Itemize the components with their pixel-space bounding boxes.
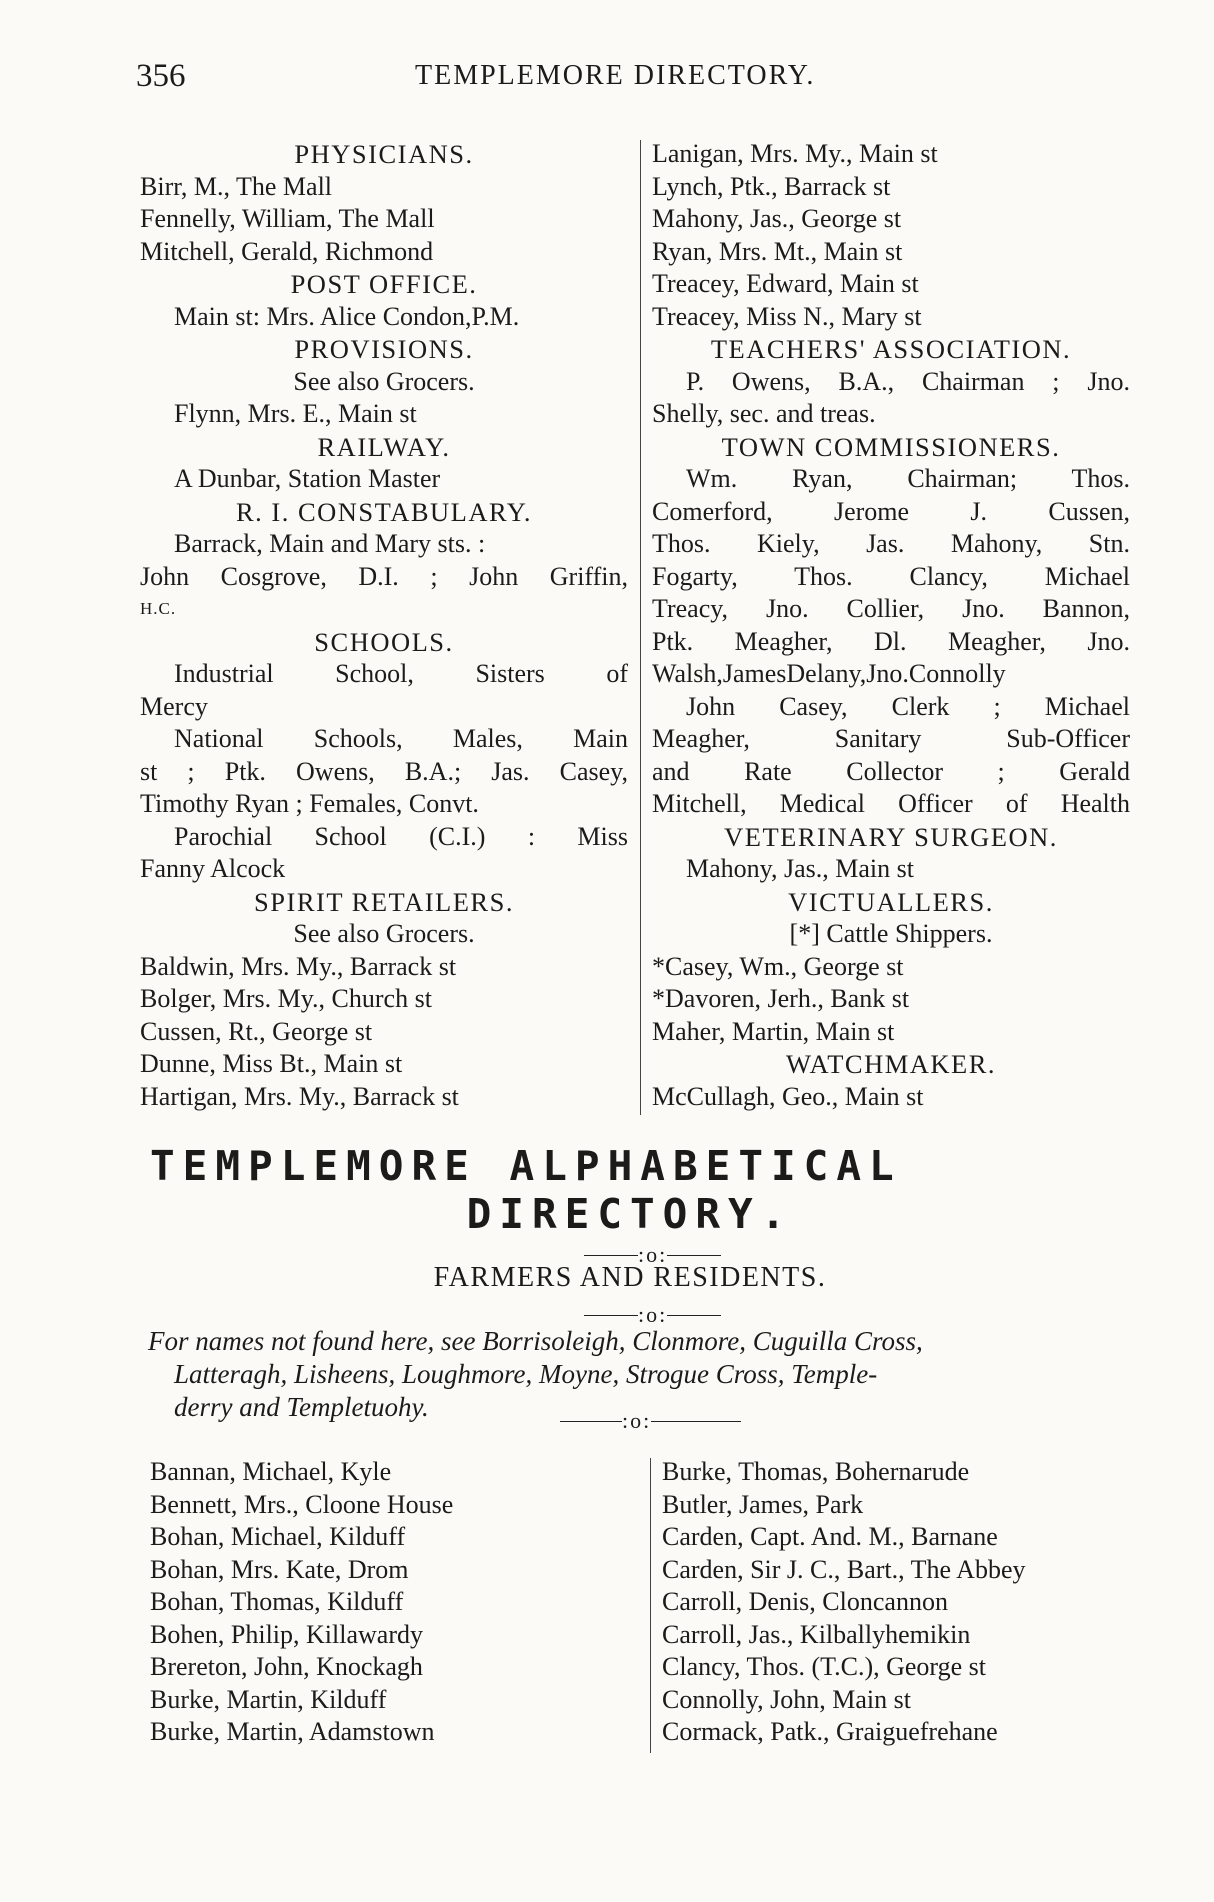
section-heading: VICTUALLERS.	[788, 886, 994, 917]
section-heading: PHYSICIANS.	[294, 139, 474, 169]
directory-entry: Meagher, Sanitary Sub-Officer	[652, 724, 1130, 753]
directory-entry: See also Grocers.	[293, 366, 475, 396]
right-trade-column	[652, 138, 1130, 1113]
ornament-separator: :o:	[584, 1242, 721, 1268]
directory-entry: Treacey, Edward, Main st	[652, 269, 919, 298]
note-line: Latteragh, Lisheens, Loughmore, Moyne, Strogue Cross, Temple-	[174, 1359, 878, 1389]
section-heading: SCHOOLS.	[314, 626, 454, 657]
section-heading: VETERINARY SURGEON.	[724, 821, 1058, 852]
directory-entry: Barrack, Main and Mary sts. :	[174, 529, 486, 558]
directory-entry: Bohan, Michael, Kilduff	[150, 1522, 406, 1551]
note-line: For names not found here, see Borrisoleigh, Clonmore, Cuguilla Cross,	[148, 1326, 923, 1356]
running-title: TEMPLEMORE DIRECTORY.	[415, 60, 816, 91]
ornament-separator: :o:	[584, 1302, 721, 1328]
alphabetical-title-line1: TEMPLEMORE ALPHABETICAL	[150, 1142, 902, 1190]
section-heading: TEACHERS' ASSOCIATION.	[710, 334, 1072, 364]
directory-entry: Mitchell, Gerald, Richmond	[140, 236, 434, 266]
directory-entry: *Davoren, Jerh., Bank st	[652, 984, 910, 1013]
directory-entry: Bohen, Philip, Killawardy	[150, 1619, 423, 1649]
column-divider	[640, 140, 641, 1115]
directory-entry: Bolger, Mrs. My., Church st	[140, 984, 432, 1013]
directory-entry: Ptk. Meagher, Dl. Meagher, Jno.	[652, 626, 1130, 656]
directory-entry: st ; Ptk. Owens, B.A.; Jas. Casey,	[140, 756, 628, 786]
directory-entry: Main st: Mrs. Alice Condon,P.M.	[174, 301, 520, 331]
directory-entry: Maher, Martin, Main st	[652, 1016, 895, 1046]
alphabetical-title-line2: DIRECTORY.	[466, 1190, 794, 1238]
directory-entry: Thos. Kiely, Jas. Mahony, Stn.	[652, 529, 1130, 558]
directory-entry: Birr, M., The Mall	[140, 171, 333, 201]
directory-entry: Cormack, Patk., Graiguefrehane	[662, 1717, 998, 1746]
directory-entry: Wm. Ryan, Chairman; Thos.	[686, 464, 1130, 493]
directory-entry: Carroll, Jas., Kilballyhemikin	[662, 1619, 971, 1649]
directory-entry: Clancy, Thos. (T.C.), George st	[662, 1652, 986, 1681]
directory-entry: Fogarty, Thos. Clancy, Michael	[652, 561, 1130, 591]
running-header	[136, 58, 1036, 98]
directory-entry: Baldwin, Mrs. My., Barrack st	[140, 951, 457, 981]
directory-entry: Carroll, Denis, Cloncannon	[662, 1587, 948, 1616]
directory-entry: Hartigan, Mrs. My., Barrack st	[140, 1081, 459, 1111]
directory-entry: Burke, Martin, Kilduff	[150, 1684, 387, 1714]
directory-entry: Treacy, Jno. Collier, Jno. Bannon,	[652, 594, 1130, 623]
directory-entry: [*] Cattle Shippers.	[789, 919, 993, 948]
directory-entry: Bennett, Mrs., Cloone House	[150, 1489, 454, 1519]
note-line: derry and Templetuohy.	[174, 1392, 429, 1422]
directory-entry: Industrial School, Sisters of	[174, 659, 628, 688]
directory-entry: Carden, Capt. And. M., Barnane	[662, 1522, 998, 1551]
directory-entry: Mahony, Jas., Main st	[686, 854, 914, 883]
directory-entry: Butler, James, Park	[662, 1489, 864, 1519]
directory-entry: Cussen, Rt., George st	[140, 1016, 373, 1046]
directory-entry: Lynch, Ptk., Barrack st	[652, 171, 891, 201]
directory-entry: Carden, Sir J. C., Bart., The Abbey	[662, 1554, 1026, 1584]
directory-entry: Bohan, Mrs. Kate, Drom	[150, 1554, 409, 1584]
page-number: 356	[136, 58, 186, 94]
directory-entry: Lanigan, Mrs. My., Main st	[652, 139, 938, 168]
section-heading: R. I. CONSTABULARY.	[235, 496, 533, 527]
directory-entry: Brereton, John, Knockagh	[150, 1652, 423, 1681]
section-heading: RAILWAY.	[317, 431, 451, 462]
directory-entry: Bohan, Thomas, Kilduff	[150, 1587, 404, 1616]
directory-entry: Walsh,JamesDelany,Jno.Connolly	[652, 659, 1006, 688]
directory-entry: *Casey, Wm., George st	[652, 951, 904, 981]
section-heading: PROVISIONS.	[294, 334, 474, 364]
directory-entry: See also Grocers.	[293, 919, 475, 948]
directory-entry: McCullagh, Geo., Main st	[652, 1081, 924, 1111]
directory-entry: John Cosgrove, D.I. ; John Griffin,	[140, 561, 628, 591]
directory-entry: Dunne, Miss Bt., Main st	[140, 1049, 403, 1078]
directory-entry: John Casey, Clerk ; Michael	[686, 691, 1130, 721]
directory-entry: Bannan, Michael, Kyle	[150, 1457, 392, 1486]
directory-entry: and Rate Collector ; Gerald	[652, 756, 1130, 786]
directory-entry: P. Owens, B.A., Chairman ; Jno.	[686, 366, 1130, 396]
section-subhead: FARMERS AND RESIDENTS.	[433, 1262, 827, 1293]
section-heading: POST OFFICE.	[290, 269, 478, 299]
section-heading: WATCHMAKER.	[785, 1049, 997, 1079]
directory-entry: Mahony, Jas., George st	[652, 204, 902, 233]
directory-entry: Burke, Thomas, Bohernarude	[662, 1457, 970, 1486]
directory-entry: Timothy Ryan ; Females, Convt.	[140, 789, 479, 818]
directory-entry: H.C.	[140, 599, 177, 618]
directory-entry: National Schools, Males, Main	[174, 724, 628, 753]
directory-entry: Comerford, Jerome J. Cussen,	[652, 496, 1130, 526]
directory-entry: Connolly, John, Main st	[662, 1684, 911, 1714]
directory-entry: Flynn, Mrs. E., Main st	[174, 399, 417, 428]
directory-entry: A Dunbar, Station Master	[174, 464, 441, 493]
directory-entry: Treacey, Miss N., Mary st	[652, 301, 922, 331]
alphabetical-left-column	[150, 1456, 630, 1749]
left-trade-column	[140, 138, 628, 1113]
directory-entry: Fanny Alcock	[140, 854, 286, 883]
directory-entry: Mitchell, Medical Officer of Health	[652, 789, 1130, 818]
column-divider	[650, 1458, 651, 1753]
alphabetical-right-column	[662, 1456, 1152, 1749]
directory-entry: Burke, Martin, Adamstown	[150, 1717, 435, 1746]
section-heading: SPIRIT RETAILERS.	[254, 886, 514, 917]
directory-entry: Mercy	[140, 691, 208, 721]
directory-entry: Parochial School (C.I.) : Miss	[174, 821, 628, 851]
section-heading: TOWN COMMISSIONERS.	[721, 431, 1061, 462]
ornament-separator: :o:	[560, 1408, 741, 1434]
directory-entry: Shelly, sec. and treas.	[652, 399, 876, 428]
directory-entry: Fennelly, William, The Mall	[140, 204, 435, 233]
directory-entry: Ryan, Mrs. Mt., Main st	[652, 236, 903, 266]
